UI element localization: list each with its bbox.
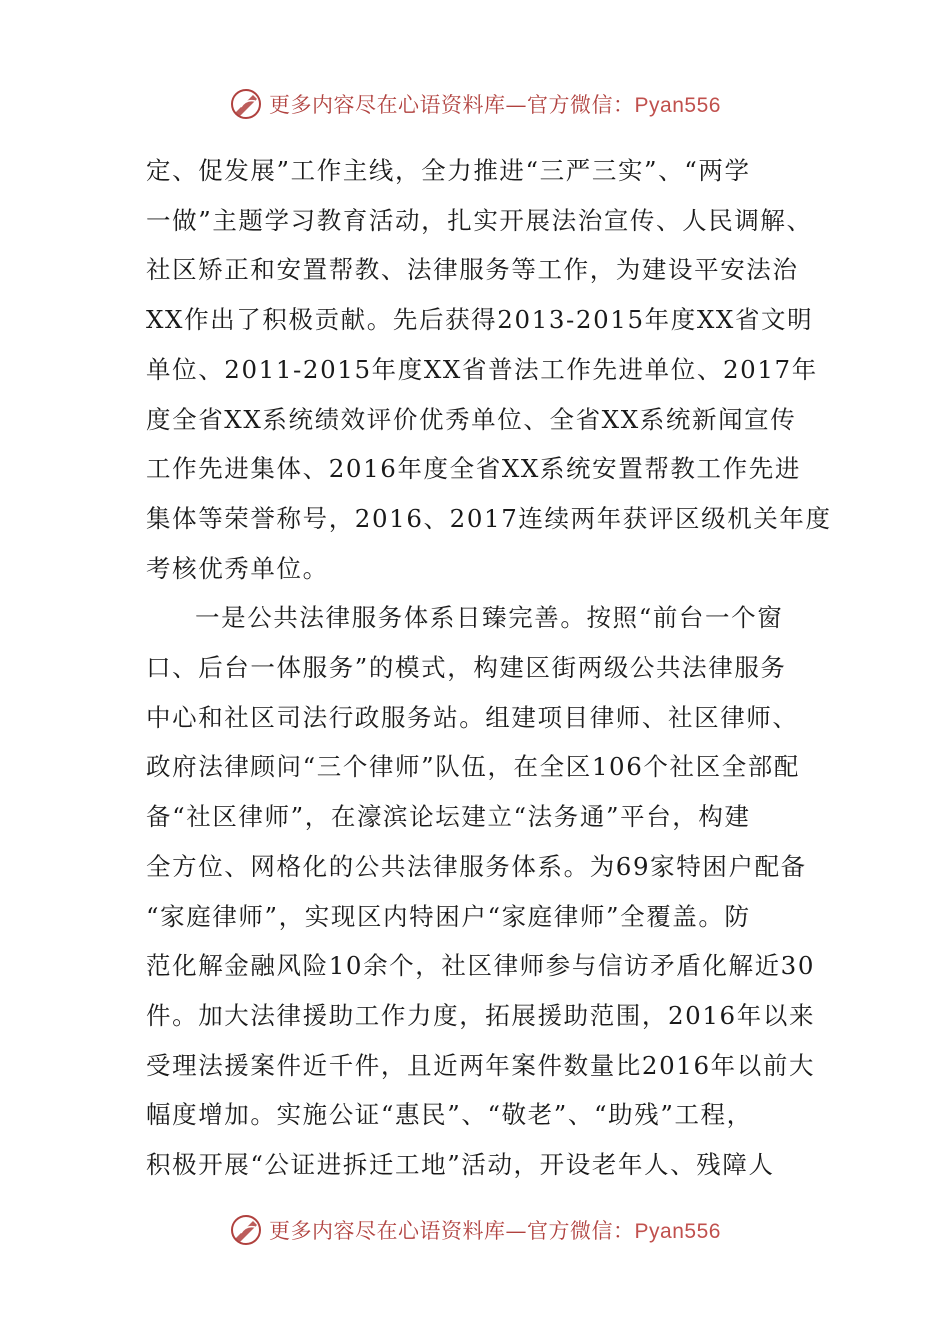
pen-circle-logo-icon <box>229 1213 263 1247</box>
text-line: 政府法律顾问“三个律师”队伍，在全区106个社区全部配 <box>146 752 801 782</box>
header-banner <box>0 84 950 124</box>
text-line: 定、促发展”工作主线，全力推进“三严三实”、“两学 <box>146 156 751 185</box>
text-line: 度全省XX系统绩效评价优秀单位、全省XX系统新闻宣传 <box>146 404 797 434</box>
text-line: 件。加大法律援助工作力度，拓展援助范围，2016年以来 <box>146 1000 816 1030</box>
footer-banner-text: 更多内容尽在心语资料库—官方微信：Pyan556 <box>269 1219 721 1243</box>
text-line: 一做”主题学习教育活动，扎实开展法治宣传、人民调解、 <box>146 205 813 235</box>
pen-circle-logo-icon <box>229 87 263 121</box>
text-line: 受理法援案件近千件，且近两年案件数量比2016年以前大 <box>146 1050 816 1080</box>
text-line: 范化解金融风险10余个，社区律师参与信访矛盾化解近30 <box>146 951 816 981</box>
text-line: 口、后台一体服务”的模式，构建区街两级公共法律服务 <box>146 653 787 683</box>
text-line: 工作先进集体、2016年度全省XX系统安置帮教工作先进 <box>146 454 801 484</box>
paragraph-legal-services <box>146 593 816 1189</box>
header-wechat-id: Pyan556 <box>634 94 721 117</box>
paragraph-achievements <box>146 146 832 593</box>
text-line: XX作出了积极贡献。先后获得2013-2015年度XX省文明 <box>146 305 814 335</box>
footer-wechat-id: Pyan556 <box>634 1220 721 1243</box>
text-line: 集体等荣誉称号，2016、2017连续两年获评区级机关年度 <box>146 503 832 533</box>
text-line: 单位、2011-2015年度XX省普法工作先进单位、2017年 <box>146 354 818 384</box>
text-line: 考核优秀单位。 <box>146 553 329 583</box>
text-line-indented: 一是公共法律服务体系日臻完善。按照“前台一个窗 <box>195 603 784 633</box>
text-line: 中心和社区司法行政服务站。组建项目律师、社区律师、 <box>146 702 799 732</box>
text-line: 幅度增加。实施公证“惠民”、“敬老”、“助残”工程， <box>146 1100 753 1130</box>
text-line: 积极开展“公证进拆迁工地”活动，开设老年人、残障人 <box>146 1150 775 1180</box>
text-line: “家庭律师”，实现区内特困户“家庭律师”全覆盖。防 <box>146 901 751 931</box>
text-line: 全方位、网格化的公共法律服务体系。为69家特困户配备 <box>146 851 807 881</box>
document-body <box>146 146 832 1190</box>
header-banner-text: 更多内容尽在心语资料库—官方微信：Pyan556 <box>269 93 721 117</box>
footer-banner <box>0 1210 950 1250</box>
text-line: 社区矫正和安置帮教、法律服务等工作，为建设平安法治 <box>146 255 799 285</box>
text-line: 备“社区律师”，在濠滨论坛建立“法务通”平台，构建 <box>146 802 751 832</box>
